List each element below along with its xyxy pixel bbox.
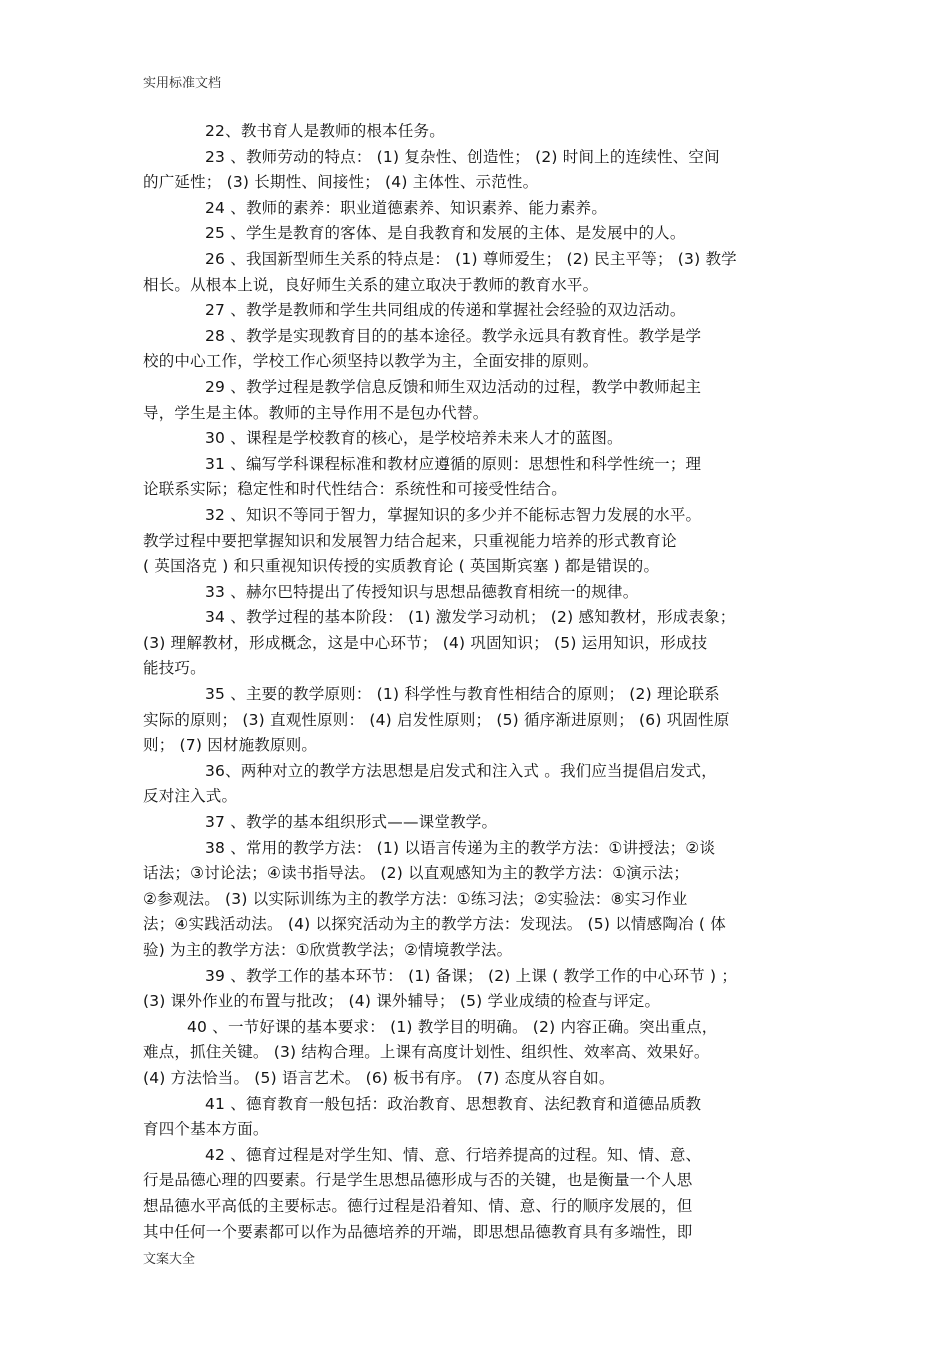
text-line: (4) 方法恰当。 (5) 语言艺术。 (6) 板书有序。 (7) 态度从容自如。 [143,1068,615,1087]
text-line: 32 、知识不等同于智力，掌握知识的多少并不能标志智力发展的水平。 [205,505,702,524]
text-line: 想品德水平高低的主要标志。德行过程是沿着知、情、意、行的顺序发展的，但 [143,1196,693,1215]
text-line: 实际的原则； (3) 直观性原则： (4) 启发性原则； (5) 循序渐进原则； (6) 巩固性原 [143,710,730,729]
text-line: 教学过程中要把掌握知识和发展智力结合起来，只重视能力培养的形式教育论 [143,531,677,550]
text-line: 27 、教学是教师和学生共同组成的传递和掌握社会经验的双边活动。 [205,301,686,320]
text-line: 38 、常用的教学方法： (1) 以语言传递为主的教学方法：①讲授法；②谈 [205,838,716,857]
page-footer: 文案大全 [143,1252,196,1267]
text-line: 育四个基本方面。 [143,1120,269,1139]
text-line: 反对注入式。 [143,787,238,806]
text-line: 26 、我国新型师生关系的特点是： (1) 尊师爱生； (2) 民主平等； (3) 教学 [205,249,737,268]
text-line: 24 、教师的素养：职业道德素养、知识素养、能力素养。 [205,198,608,217]
text-line: 35 、主要的教学原则： (1) 科学性与教育性相结合的原则； (2) 理论联系 [205,685,720,704]
text-line: 验) 为主的教学方法：①欣赏教学法；②情境教学法。 [143,941,513,959]
text-line: 的广延性； (3) 长期性、间接性； (4) 主体性、示范性。 [143,173,539,192]
text-line: 22、教书育人是教师的根本任务。 [205,122,445,140]
text-line: 40 、一节好课的基本要求： (1) 教学目的明确。 (2) 内容正确。突出重点， [187,1017,718,1036]
document-body [143,119,808,1245]
text-line: 难点，抓住关键。 (3) 结构合理。上课有高度计划性、组织性、效率高、效果好。 [143,1043,710,1062]
text-line: 25 、学生是教育的客体、是自我教育和发展的主体、是发展中的人。 [205,224,686,243]
text-line: 其中任何一个要素都可以作为品德培养的开端，即思想品德教育具有多端性，即 [143,1222,693,1241]
text-line: ②参观法。 (3) 以实际训练为主的教学方法：①练习法；②实验法：⑧实习作业 [143,889,688,908]
text-line: 论联系实际；稳定性和时代性结合：系统性和可接受性结合。 [143,480,567,499]
text-line: ( 英国洛克 ) 和只重视知识传授的实质教育论 ( 英国斯宾塞 ) 都是错误的。 [143,557,660,576]
text-line: 39 、教学工作的基本环节： (1) 备课； (2) 上课 ( 教学工作的中心环节 ) ； [205,966,738,985]
text-line: (3) 理解教材，形成概念，这是中心环节； (4) 巩固知识； (5) 运用知识，形成技 [143,633,708,652]
text-line: 42 、德育过程是对学生知、情、意、行培养提高的过程。知、情、意、 [205,1145,702,1164]
text-line: 相长。从根本上说，良好师生关系的建立取决于教师的教育水平。 [143,275,599,294]
text-line: 29 、教学过程是教学信息反馈和师生双边活动的过程，教学中教师起主 [205,377,702,396]
text-line: 28 、教学是实现教育目的的基本途径。教学永远具有教育性。教学是学 [205,326,702,345]
text-line: 34 、教学过程的基本阶段： (1) 激发学习动机； (2) 感知教材，形成表象； [205,608,736,627]
text-line: 话法；③讨论法；④读书指导法。 (2) 以直观感知为主的教学方法：①演示法； [143,864,690,883]
text-line: 行是品德心理的四要素。行是学生思想品德形成与否的关键，也是衡量一个人思 [143,1171,693,1190]
text-line: 30 、课程是学校教育的核心，是学校培养未来人才的蓝图。 [205,429,623,448]
text-line: 37 、教学的基本组织形式——课堂教学。 [205,813,498,832]
page-header: 实用标准文档 [143,76,222,91]
text-line: 23 、教师劳动的特点： (1) 复杂性、创造性； (2) 时间上的连续性、空间 [205,147,720,166]
text-line: 31 、编写学科课程标准和教材应遵循的原则：思想性和科学性统一；理 [205,454,702,473]
text-line: 36、两种对立的教学方法思想是启发式和注入式 。我们应当提倡启发式， [205,761,717,780]
text-line: 导，学生是主体。教师的主导作用不是包办代替。 [143,403,489,422]
text-line: 能技巧。 [143,659,206,678]
text-line: 则； (7) 因材施教原则。 [143,736,318,755]
text-line: 法；④实践活动法。 (4) 以探究活动为主的教学方法：发现法。 (5) 以情感陶冶 ( 体 [143,915,726,934]
text-line: 校的中心工作，学校工作心须坚持以教学为主，全面安排的原则。 [143,352,599,371]
text-line: (3) 课外作业的布置与批改； (4) 课外辅导； (5) 学业成绩的检查与评定。 [143,992,661,1011]
text-line: 41 、德育教育一般包括：政治教育、思想教育、法纪教育和道德品质教 [205,1094,702,1113]
text-line: 33 、赫尔巴特提出了传授知识与思想品德教育相统一的规律。 [205,582,639,601]
